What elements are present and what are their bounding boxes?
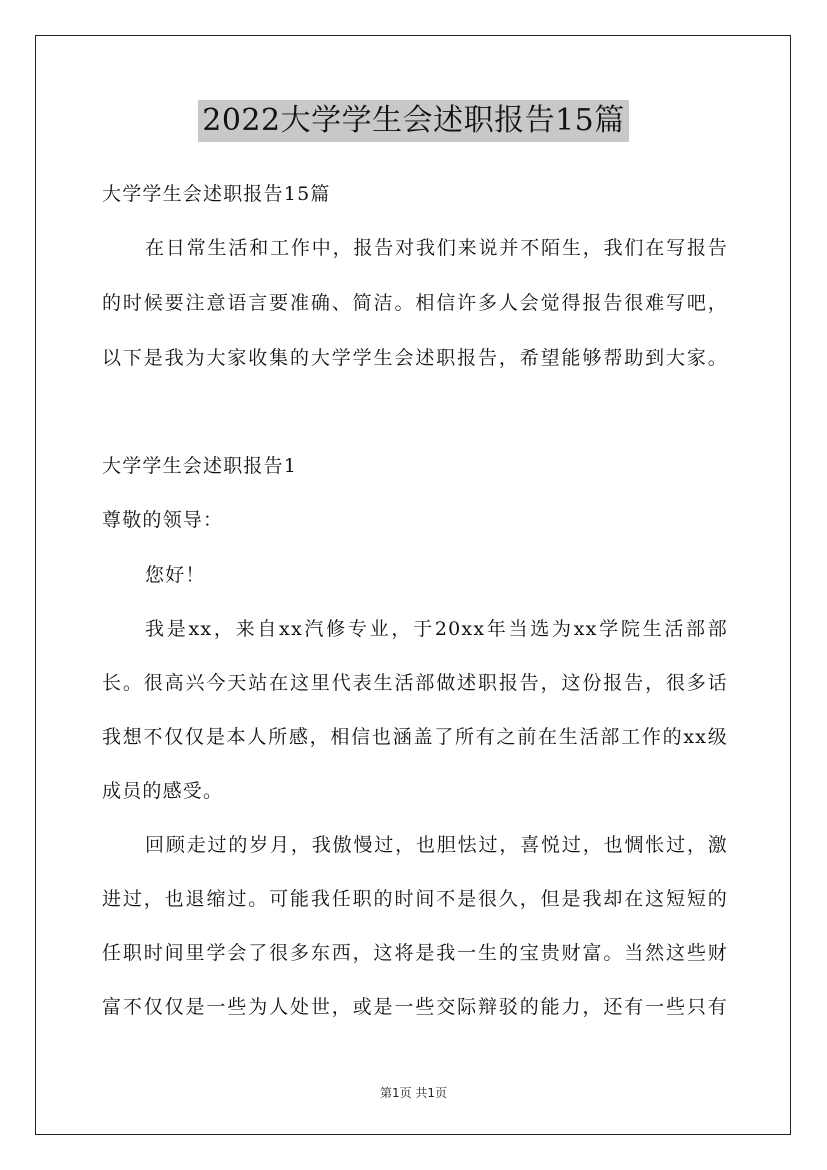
title-container: [0, 100, 827, 142]
intro-line: 的时候要注意语言要准确、简洁。相信许多人会觉得报告很难写吧，: [102, 292, 728, 314]
paragraph-line: 成员的感受。: [102, 780, 224, 802]
document-subtitle: 大学学生会述职报告15篇: [102, 183, 331, 205]
paragraph-line: 进过，也退缩过。可能我任职的时间不是很久，但是我却在这短短的: [102, 888, 728, 910]
section-heading: 大学学生会述职报告1: [102, 455, 298, 477]
paragraph-line: 回顾走过的岁月，我傲慢过，也胆怯过，喜悦过，也惆怅过，激: [145, 834, 728, 856]
intro-line: 在日常生活和工作中，报告对我们来说并不陌生，我们在写报告: [145, 237, 728, 259]
page-number: 第1页 共1页: [379, 1086, 448, 1100]
paragraph-line: 任职时间里学会了很多东西，这将是我一生的宝贵财富。当然这些财: [102, 942, 728, 964]
paragraph-line: 我是xx，来自xx汽修专业，于20xx年当选为xx学院生活部部: [145, 618, 728, 640]
paragraph-line: 我想不仅仅是本人所感，相信也涵盖了所有之前在生活部工作的xx级: [102, 726, 728, 748]
greeting: 您好！: [145, 564, 206, 586]
document-title: 2022大学学生会述职报告15篇: [198, 100, 629, 142]
paragraph-line: 富不仅仅是一些为人处世，或是一些交际辩驳的能力，还有一些只有: [102, 996, 728, 1018]
paragraph-line: 长。很高兴今天站在这里代表生活部做述职报告，这份报告，很多话: [102, 672, 728, 694]
intro-line: 以下是我为大家收集的大学学生会述职报告，希望能够帮助到大家。: [102, 347, 728, 369]
salutation: 尊敬的领导：: [102, 509, 224, 531]
